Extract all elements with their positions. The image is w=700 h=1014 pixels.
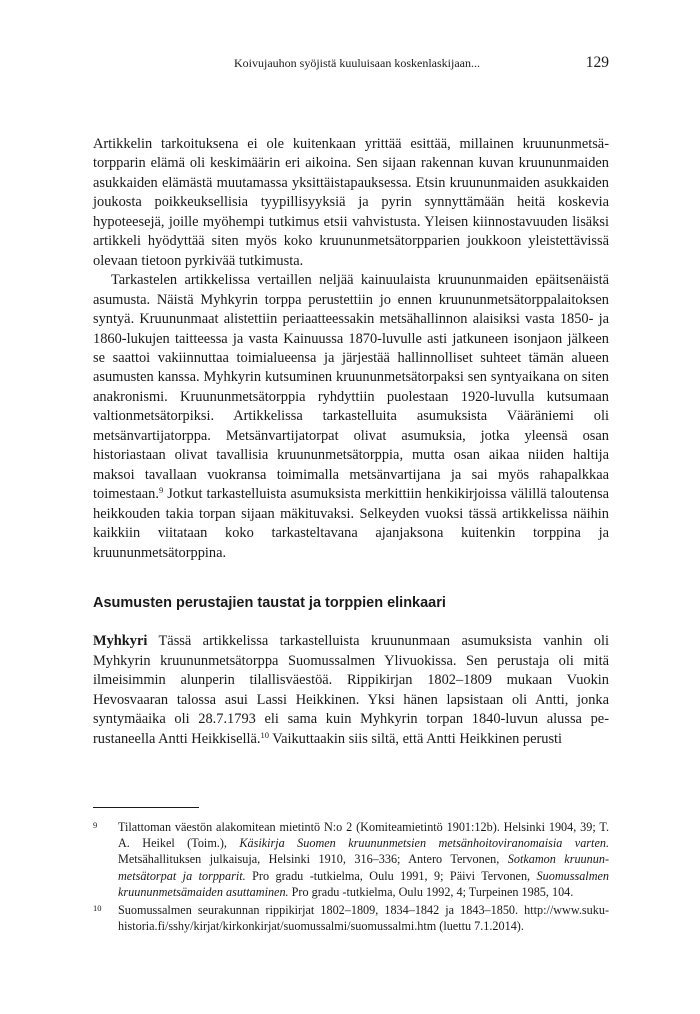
paragraph-text: Tarkastelen artikkelissa vertaillen neljää kainuulaista kruununmaiden epäitsenäistä asumusta. Näistä Myhkyrin torppa perustettiin jo ennen kruununmetsätorppalaitoksen syntyä. Kruununmaat alistettiin periaatteessakin metsähallinnon alaisiksi vasta 1850- ja 1860-lukujen taitteessa ja vasta Kainuussa 1870-luvulle asti jatkuneen isonjaon jälkeen se saattoi vakiinnuttaa toimialueensa ja järjestää hallinnolliset suhteet tämän alueen asumusten kanssa. Myhkyrin kutsuminen kruununmetsätorpaksi sen syntyaikana on siten anakronismi. Kruununmetsätorppia ryhdyttiin puolestaan 1920-luvulla kutsumaan valtionmetsätorpiksi. Artikkelissa tarkastelluita asumuksista Vääräniemi oli metsänvartijatorppa. Metsänvartijatorpat olivat asumuksia, jotka yleensä osan historiastaan olivat tavallisia kruununmetsätorppia, mutta osan aikaa niiden haltija maksoi tavallaan vuokransa toimimalla metsänvartijana ja sai myös rahapalkkaa toimestaan. xyxy=(93,272,609,503)
section-text xyxy=(93,632,609,749)
footnote xyxy=(93,902,609,934)
footnote-title: Käsikirja Suomen kruununmetsien metsänhoitoviranomaisia varten. xyxy=(239,836,609,851)
paragraph-text: Jotkut tarkastelluista asumuksista merkittiin henkikirjoissa välillä taloutensa heikkouden takia torpan sijaan mäkituvaksi. Selkeyden vuoksi tässä artikkelissa näihin kaikkiin viitataan koko tarkasteltavana ajanjaksona kuitenkin torppina ja kruununmetsätorppina. xyxy=(93,486,609,561)
footnote-segment: Pro gradu -tutkielma, Oulu 1991, 9; Päivi Tervonen, xyxy=(245,868,537,883)
body-text xyxy=(93,135,609,563)
footnote-number: 9 xyxy=(93,820,98,830)
footnote-ref: 10 xyxy=(260,729,269,740)
footnote-segment: Tilattoman väestön alakomitean mietintö N:o 2 (Komiteamietintö 1901:12b). Helsinki 1904, 39; T. A. Heikel (Toim.), xyxy=(118,820,609,851)
footnote-ref: 9 xyxy=(158,485,164,496)
paragraph-text: Tässä artikkelissa tarkastelluista kruununmaan asumuksista vanhin oli Myhkyrin kruununmetsätorppa Suomussalmen Ylivuokissa. Sen perustaja oli mitä ilmeisimmin alunperin tilallisväestöä. Rippikirjan 1802–1809 mukaan Vuokin Hevosvaaran talossa asui Lassi Heikkinen. Yksi hänen lapsistaan oli Antti, jonka syntymäaika oli 28.7.1793 eli sama kuin Myhkyrin torpan 1840-luvun alussa perustaneella Antti Heikkisellä. xyxy=(93,633,609,747)
footnote-segment: Metsähallituksen julkaisuja, Helsinki 1910, 316–336; Antero Tervonen, xyxy=(118,852,508,867)
footnote-rule xyxy=(93,807,199,808)
footnote-text xyxy=(118,819,609,900)
running-head xyxy=(93,53,609,73)
section-heading: Asumusten perustajien taustat ja torppien elinkaari xyxy=(93,595,446,611)
footnotes xyxy=(93,819,609,936)
footnote-text: Suomussalmen seurakunnan rippikirjat 1802–1809, 1834–1842 ja 1843–1850. http://www.sukuhistoria.fi/sshy/kirjat/kirkonkirjat/suomussalmi/suomussalmi.htm (luettu 7.1.2014). xyxy=(118,903,609,934)
running-title: Koivujauhon syöjistä kuuluisaan koskenlaskijaan... xyxy=(234,56,480,70)
footnote-number: 10 xyxy=(93,903,102,914)
footnote xyxy=(93,819,609,900)
paragraph-text: Vaikuttaakin siis siltä, että Antti Heikkinen perusti xyxy=(268,730,563,747)
paragraph xyxy=(93,271,609,563)
paragraph xyxy=(93,632,609,749)
page-number: 129 xyxy=(585,54,609,71)
runin-heading: Myhkyri xyxy=(93,633,148,649)
footnote-title: Sotkamon kruununmetsätorpat ja torpparit. xyxy=(118,852,609,883)
paragraph: Artikkelin tarkoituksena ei ole kuitenkaan yrittää esittää, millainen kruununmetsätorpparin elämä oli keskimäärin eri aikoina. Sen sijaan rakennan kuvan kruununmaiden asukkaiden elämästä muutamassa yksittäistapauksessa. Etsin kruununmaiden asukkaiden joukosta poikkeuksellisia tyypillisyyksiä ja pyrin synnyttämään heitä koskevia hypoteesejä, joille myöhempi tutkimus etsii vahvistusta. Yleisen kiinnostavuuden lisäksi artikkeli hyödyttää siten myös koko kruununmetsätorpparien joukkoon yleistettävissä olevaan tietoon pyrkivää tutkimusta. xyxy=(93,136,609,269)
footnote-segment: Pro gradu -tutkielma, Oulu 1992, 4; Turpeinen 1985, 104. xyxy=(288,884,574,899)
footnote-title: Suomussalmen kruununmetsämaiden asuttaminen. xyxy=(118,868,609,899)
